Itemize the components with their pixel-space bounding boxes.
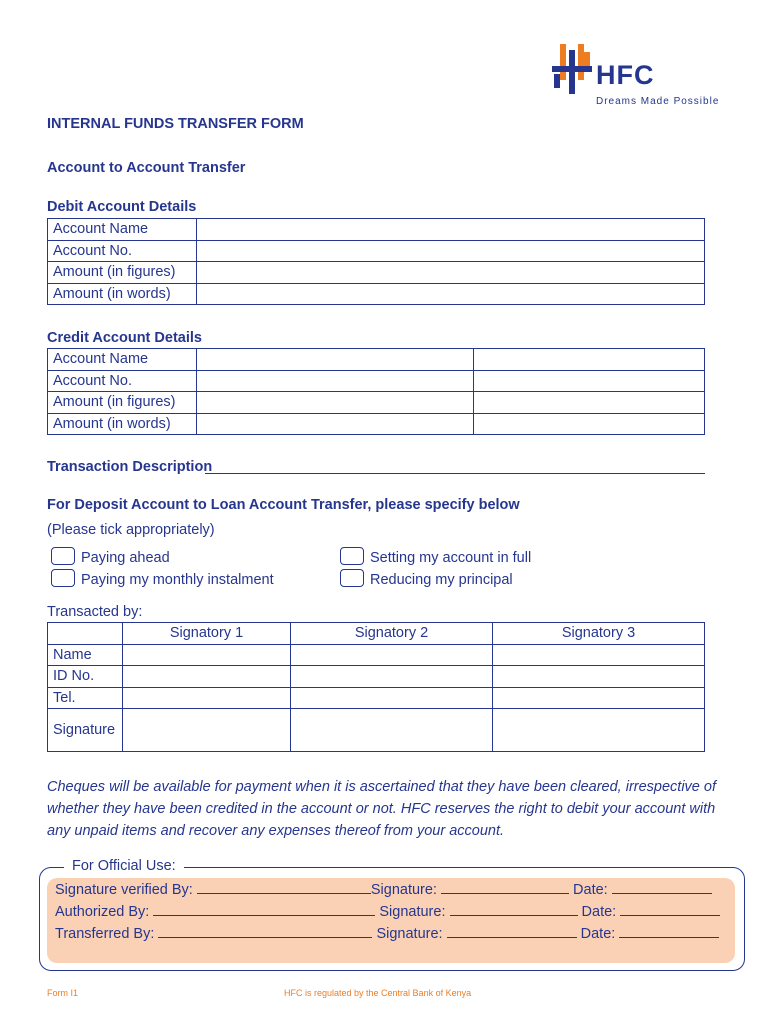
credit-amount-words-field[interactable] xyxy=(197,413,474,435)
row-label: Signature xyxy=(48,709,123,752)
credit-amount-figures-field-2[interactable] xyxy=(474,392,705,414)
verified-date-line[interactable] xyxy=(612,880,712,894)
cheque-note: Cheques will be available for payment when it is ascertained that they have been cleared, irrespective of whether they have been credited in the account or not. HFC reserves the right to debit your account with any unpaid items and recover any expenses thereof from your account. xyxy=(47,779,716,839)
transaction-description-row xyxy=(47,458,705,476)
loan-heading: For Deposit Account to Loan Account Transfer, please specify below xyxy=(47,497,520,513)
debit-amount-figures-field[interactable] xyxy=(197,262,705,284)
checkbox[interactable] xyxy=(51,569,75,587)
official-date-label: Date: xyxy=(581,904,617,920)
official-use-panel xyxy=(47,878,735,963)
footer-regulation: HFC is regulated by the Central Bank of Kenya xyxy=(284,988,472,998)
option-label: Paying ahead xyxy=(81,550,170,566)
official-row-transferred xyxy=(55,924,719,942)
option-settling-account[interactable] xyxy=(340,547,531,566)
signatory-2-name-field[interactable] xyxy=(291,644,493,666)
table-row xyxy=(48,644,705,666)
credit-row-label: Account No. xyxy=(48,370,197,392)
signatory-3-tel-field[interactable] xyxy=(493,687,705,709)
column-header: Signatory 2 xyxy=(291,623,493,645)
official-row-authorized xyxy=(55,902,720,920)
signatory-2-id-field[interactable] xyxy=(291,666,493,688)
signatory-1-name-field[interactable] xyxy=(123,644,291,666)
transferred-date-line[interactable] xyxy=(619,924,719,938)
row-label: ID No. xyxy=(48,666,123,688)
credit-amount-figures-field[interactable] xyxy=(197,392,474,414)
checkbox[interactable] xyxy=(340,569,364,587)
table-row xyxy=(48,219,705,241)
official-row-verified xyxy=(55,880,712,898)
debit-account-name-field[interactable] xyxy=(197,219,705,241)
form-subtitle: Account to Account Transfer xyxy=(47,160,246,176)
credit-account-name-field[interactable] xyxy=(197,349,474,371)
transaction-description-line[interactable] xyxy=(205,473,705,474)
hfc-logo xyxy=(552,44,728,114)
hfc-logo-name: HFC xyxy=(596,60,655,90)
credit-account-no-field-2[interactable] xyxy=(474,370,705,392)
table-row xyxy=(48,240,705,262)
signatory-2-tel-field[interactable] xyxy=(291,687,493,709)
credit-account-no-field[interactable] xyxy=(197,370,474,392)
signatory-3-id-field[interactable] xyxy=(493,666,705,688)
authorized-signature-line[interactable] xyxy=(450,902,578,916)
loan-instruction: (Please tick appropriately) xyxy=(47,522,215,538)
credit-row-label: Account Name xyxy=(48,349,197,371)
credit-amount-words-field-2[interactable] xyxy=(474,413,705,435)
credit-heading: Credit Account Details xyxy=(47,330,202,346)
transacted-by-label: Transacted by: xyxy=(47,604,143,620)
credit-table xyxy=(47,348,705,435)
signatory-1-tel-field[interactable] xyxy=(123,687,291,709)
option-label: Setting my account in full xyxy=(370,550,532,566)
signatory-1-signature-field[interactable] xyxy=(123,709,291,752)
header-blank xyxy=(48,623,123,645)
official-date-label: Date: xyxy=(580,926,616,942)
official-signature-label: Signature: xyxy=(376,926,443,942)
table-row xyxy=(48,413,705,435)
signatory-3-name-field[interactable] xyxy=(493,644,705,666)
option-label: Reducing my principal xyxy=(370,572,513,588)
table-row xyxy=(48,623,705,645)
debit-account-no-field[interactable] xyxy=(197,240,705,262)
footer-form-id: Form I1 xyxy=(47,988,79,998)
table-row xyxy=(48,687,705,709)
official-label: Authorized By: xyxy=(55,904,150,920)
option-paying-ahead[interactable] xyxy=(51,547,170,566)
table-row xyxy=(48,370,705,392)
row-label: Name xyxy=(48,644,123,666)
hfc-logo-mark-icon xyxy=(552,44,596,96)
option-label: Paying my monthly instalment xyxy=(81,572,274,588)
verified-signature-line[interactable] xyxy=(441,880,569,894)
debit-amount-words-field[interactable] xyxy=(197,283,705,305)
official-signature-label: Signature: xyxy=(379,904,446,920)
signatory-1-id-field[interactable] xyxy=(123,666,291,688)
signatories-table xyxy=(47,622,705,752)
debit-row-label: Account No. xyxy=(48,240,197,262)
transferred-by-line[interactable] xyxy=(158,924,372,938)
debit-row-label: Amount (in figures) xyxy=(48,262,197,284)
official-date-label: Date: xyxy=(573,882,608,898)
transferred-signature-line[interactable] xyxy=(447,924,577,938)
checkbox[interactable] xyxy=(51,547,75,565)
debit-heading: Debit Account Details xyxy=(47,199,197,215)
authorized-by-line[interactable] xyxy=(153,902,375,916)
official-label: Transferred By: xyxy=(55,926,155,942)
credit-row-label: Amount (in figures) xyxy=(48,392,197,414)
signatory-2-signature-field[interactable] xyxy=(291,709,493,752)
row-label: Tel. xyxy=(48,687,123,709)
column-header: Signatory 3 xyxy=(493,623,705,645)
form-title: INTERNAL FUNDS TRANSFER FORM xyxy=(47,116,304,132)
table-row xyxy=(48,283,705,305)
option-monthly-instalment[interactable] xyxy=(51,569,274,588)
table-row xyxy=(48,349,705,371)
credit-row-label: Amount (in words) xyxy=(48,413,197,435)
authorized-date-line[interactable] xyxy=(620,902,720,916)
verified-by-line[interactable] xyxy=(197,880,371,894)
official-signature-label: Signature: xyxy=(370,882,437,898)
table-row xyxy=(48,666,705,688)
signatory-3-signature-field[interactable] xyxy=(493,709,705,752)
table-row xyxy=(48,262,705,284)
official-label: Signature verified By: xyxy=(55,882,193,898)
credit-account-name-field-2[interactable] xyxy=(474,349,705,371)
option-reducing-principal[interactable] xyxy=(340,569,513,588)
transaction-description-label: Transaction Description xyxy=(47,459,213,475)
debit-row-label: Account Name xyxy=(48,219,197,241)
official-use-legend: For Official Use: xyxy=(64,858,184,874)
checkbox[interactable] xyxy=(340,547,364,565)
table-row xyxy=(48,392,705,414)
debit-table xyxy=(47,218,705,305)
table-row xyxy=(48,709,705,752)
hfc-logo-tagline: Dreams Made Possible xyxy=(596,96,720,107)
debit-row-label: Amount (in words) xyxy=(48,283,197,305)
column-header: Signatory 1 xyxy=(123,623,291,645)
